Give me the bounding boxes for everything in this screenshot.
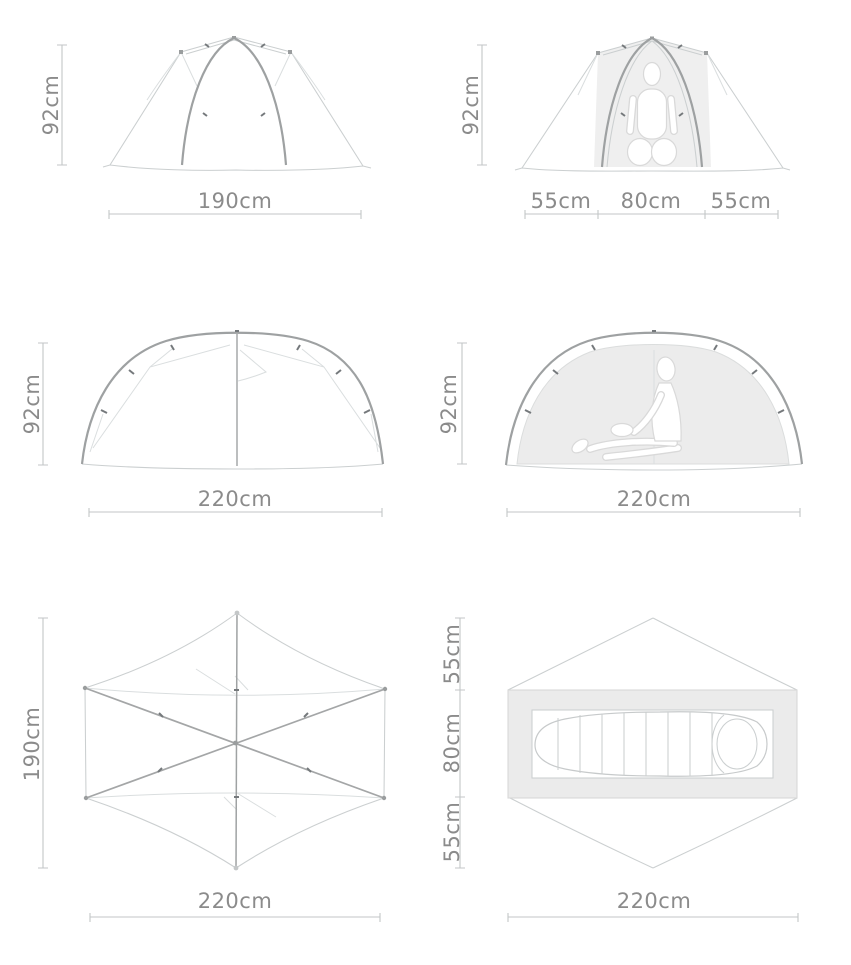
vestibule-detail bbox=[238, 350, 266, 381]
width-dimension-label-center: 80cm bbox=[620, 189, 682, 213]
width-dimension-label: 220cm bbox=[616, 889, 692, 913]
ridge-pole bbox=[236, 613, 237, 868]
inner-panel-lines-right bbox=[244, 345, 380, 452]
height-dimension-label-bottom: 55cm bbox=[440, 801, 464, 863]
inner-panel-lines bbox=[147, 52, 325, 100]
ground-line bbox=[506, 464, 802, 470]
peak-hub bbox=[650, 37, 654, 40]
ground-line bbox=[82, 464, 383, 469]
width-dimension-label: 220cm bbox=[197, 889, 273, 913]
shoulder-hub-left bbox=[179, 50, 183, 54]
height-dimension-label-top: 55cm bbox=[440, 623, 464, 685]
pole-clips bbox=[203, 44, 265, 116]
height-dimension-label: 92cm bbox=[20, 373, 44, 435]
sleeping-bag bbox=[535, 712, 767, 777]
peak-hub bbox=[232, 36, 236, 39]
height-dimension-label: 92cm bbox=[437, 373, 461, 435]
figure-torso bbox=[638, 89, 667, 139]
inner-panel-lines-left bbox=[90, 345, 230, 452]
height-dimension-label-middle: 80cm bbox=[440, 712, 464, 774]
view-front-elevation bbox=[39, 36, 371, 219]
stake-upper-left bbox=[83, 686, 87, 690]
plan-footprint bbox=[508, 618, 797, 868]
stake-bottom bbox=[234, 866, 239, 871]
figure-arm-right-fill bbox=[671, 99, 674, 131]
canopy-edges bbox=[85, 613, 385, 868]
width-dimension-label-left: 55cm bbox=[530, 189, 592, 213]
view-top-plan-sleeping-bag bbox=[440, 618, 798, 922]
width-dimension-label: 220cm bbox=[616, 487, 692, 511]
view-side-elevation bbox=[20, 331, 383, 517]
center-hub bbox=[233, 741, 238, 746]
outer-walls bbox=[110, 52, 363, 166]
width-dimension-line bbox=[90, 913, 380, 922]
figure-hand-object bbox=[611, 424, 633, 437]
dome-arch bbox=[82, 333, 383, 464]
stake-lower-left bbox=[84, 796, 88, 800]
ground-line bbox=[515, 168, 790, 171]
pole-clips bbox=[101, 331, 370, 413]
stake-lower-right bbox=[382, 796, 386, 800]
width-dimension-label: 220cm bbox=[197, 487, 273, 511]
figure-arm-left-fill bbox=[630, 99, 633, 131]
figure-leg-left bbox=[628, 139, 653, 166]
width-dimension-line bbox=[508, 913, 798, 922]
view-top-plan bbox=[20, 611, 387, 922]
height-dimension-label: 190cm bbox=[20, 706, 44, 782]
stake-top bbox=[235, 611, 240, 616]
shoulder-hub-left bbox=[596, 51, 600, 55]
shoulder-hub-right bbox=[704, 51, 708, 55]
figure-leg-right bbox=[652, 139, 677, 166]
width-dimension-label-right: 55cm bbox=[710, 189, 772, 213]
figure-head bbox=[644, 63, 661, 86]
tent-outline-side bbox=[82, 331, 383, 469]
stake-upper-right bbox=[383, 687, 387, 691]
width-dimension-label: 190cm bbox=[197, 189, 273, 213]
ground-line bbox=[103, 165, 371, 170]
view-side-elevation-occupant bbox=[437, 331, 802, 517]
shoulder-hub-right bbox=[288, 50, 292, 54]
view-front-elevation-occupant bbox=[459, 37, 790, 220]
sleeping-bag-outline bbox=[535, 712, 767, 776]
height-dimension-label: 92cm bbox=[39, 74, 63, 136]
pole-arch bbox=[182, 38, 286, 165]
height-dimension-label: 92cm bbox=[459, 74, 483, 136]
tent-outline-front bbox=[103, 36, 371, 170]
plan-wireframe bbox=[83, 611, 387, 871]
